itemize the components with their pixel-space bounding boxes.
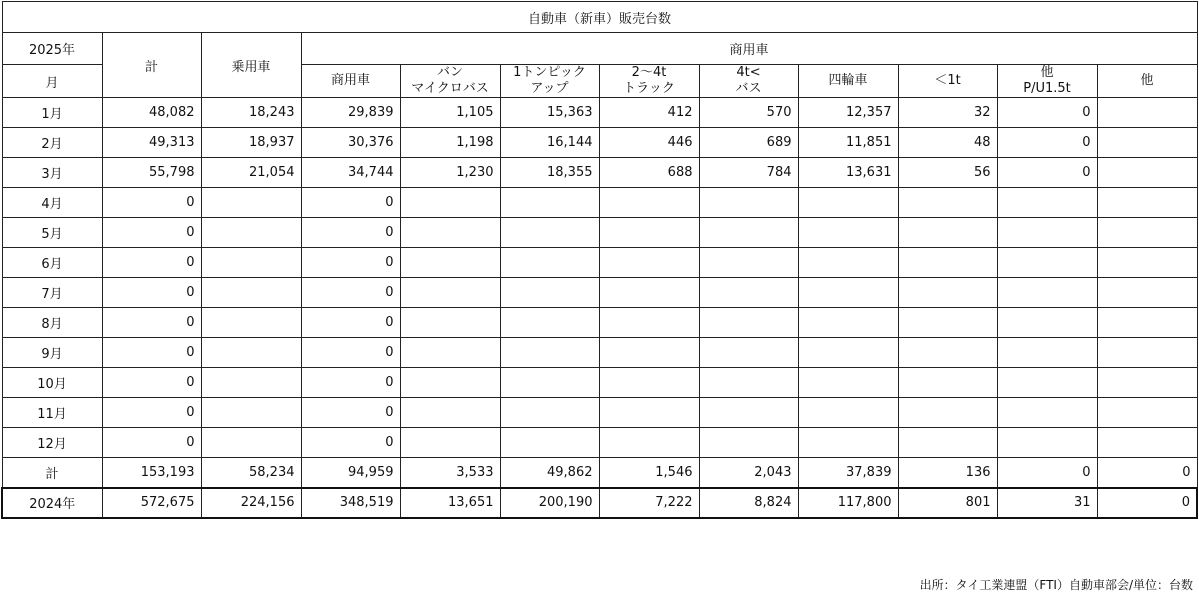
table-cell: 0 (301, 278, 400, 308)
table-cell: 117,800 (798, 488, 898, 518)
table-cell: 29,839 (301, 98, 400, 128)
table-cell: 18,937 (201, 128, 301, 158)
table-cell: 18,355 (500, 158, 599, 188)
table-cell (898, 218, 997, 248)
table-cell (400, 218, 500, 248)
table-cell (599, 188, 699, 218)
row-label: 7月 (2, 278, 102, 308)
table-cell: 0 (301, 398, 400, 428)
table-cell: 1,198 (400, 128, 500, 158)
table-cell: 16,144 (500, 128, 599, 158)
table-cell (400, 278, 500, 308)
table-cell (400, 308, 500, 338)
table-cell: 1,105 (400, 98, 500, 128)
table-cell (400, 368, 500, 398)
table-cell: 0 (102, 188, 201, 218)
table-cell (699, 338, 798, 368)
table-cell: 446 (599, 128, 699, 158)
table-cell: 688 (599, 158, 699, 188)
table-cell (1097, 158, 1197, 188)
row-label: 11月 (2, 398, 102, 428)
table-cell (898, 428, 997, 458)
table-row (2, 368, 1197, 398)
table-cell: 18,243 (201, 98, 301, 128)
table-cell: 572,675 (102, 488, 201, 518)
table-cell (699, 248, 798, 278)
table-cell (1097, 338, 1197, 368)
table-row (2, 218, 1197, 248)
table-cell: 0 (301, 218, 400, 248)
header-commercial: 商用車 (301, 65, 400, 98)
table-cell (898, 398, 997, 428)
table-cell (898, 368, 997, 398)
table-cell (599, 338, 699, 368)
source-note: 出所：タイ工業連盟（FTI）自動車部会/単位：台数 (919, 578, 1193, 592)
table-cell: 0 (102, 248, 201, 278)
header-commercial-group: 商用車 (301, 33, 1197, 65)
row-label: 10月 (2, 368, 102, 398)
table-cell (201, 308, 301, 338)
table-cell: 58,234 (201, 458, 301, 488)
table-cell: 7,222 (599, 488, 699, 518)
table-cell (699, 218, 798, 248)
table-cell: 801 (898, 488, 997, 518)
header-truck (599, 65, 699, 98)
header-other-pu-line1: 他 (1040, 65, 1054, 80)
table-cell (500, 188, 599, 218)
table-cell (898, 248, 997, 278)
table-cell (699, 368, 798, 398)
table-cell (699, 188, 798, 218)
total-row (2, 458, 1197, 488)
table-cell (1097, 398, 1197, 428)
table-cell: 34,744 (301, 158, 400, 188)
table-cell (798, 368, 898, 398)
table-cell (400, 398, 500, 428)
header-bus-line2: バス (735, 81, 762, 96)
table-cell: 348,519 (301, 488, 400, 518)
table-cell: 689 (699, 128, 798, 158)
table-cell (201, 278, 301, 308)
table-cell: 55,798 (102, 158, 201, 188)
table-cell: 48,082 (102, 98, 201, 128)
previous-year-row (2, 488, 1197, 518)
table-cell (1097, 248, 1197, 278)
table-cell (500, 278, 599, 308)
table-cell (1097, 308, 1197, 338)
table-cell (1097, 98, 1197, 128)
year-header: 2025年 (2, 33, 102, 65)
table-cell (898, 308, 997, 338)
table-cell (798, 248, 898, 278)
table-cell (997, 398, 1097, 428)
table-cell (699, 278, 798, 308)
table-cell (699, 398, 798, 428)
table-cell (898, 278, 997, 308)
table-cell (798, 308, 898, 338)
table-cell: 0 (997, 128, 1097, 158)
row-label: 9月 (2, 338, 102, 368)
row-label: 4月 (2, 188, 102, 218)
table-cell (599, 368, 699, 398)
table-cell (500, 428, 599, 458)
table-cell (1097, 368, 1197, 398)
table-row (2, 158, 1197, 188)
table-cell (798, 338, 898, 368)
table-cell (997, 278, 1097, 308)
row-label: 8月 (2, 308, 102, 338)
table-cell: 200,190 (500, 488, 599, 518)
table-cell (500, 368, 599, 398)
table-cell (1097, 218, 1197, 248)
table-cell (997, 308, 1097, 338)
header-pickup-line2: アップ (530, 81, 569, 96)
header-bus (699, 65, 798, 98)
table-cell: 49,862 (500, 458, 599, 488)
month-header: 月 (2, 65, 102, 98)
table-cell (599, 308, 699, 338)
table-cell: 0 (301, 248, 400, 278)
table-cell: 136 (898, 458, 997, 488)
row-label: 1月 (2, 98, 102, 128)
table-cell: 0 (102, 218, 201, 248)
table-cell: 13,631 (798, 158, 898, 188)
table-cell (997, 428, 1097, 458)
table-cell (1097, 128, 1197, 158)
table-cell (201, 248, 301, 278)
header-van-line2: マイクロバス (411, 81, 489, 96)
table-cell: 0 (997, 458, 1097, 488)
table-cell: 0 (102, 308, 201, 338)
table-cell (201, 188, 301, 218)
table-cell (500, 218, 599, 248)
table-cell (898, 338, 997, 368)
table-row (2, 398, 1197, 428)
table-cell (1097, 188, 1197, 218)
row-label: 12月 (2, 428, 102, 458)
table-cell: 0 (997, 158, 1097, 188)
table-cell (500, 398, 599, 428)
row-label: 5月 (2, 218, 102, 248)
table-cell: 13,651 (400, 488, 500, 518)
header-truck-line1: 2～4t (631, 65, 667, 80)
table-cell: 0 (301, 368, 400, 398)
table-cell (898, 188, 997, 218)
row-label: 計 (2, 458, 102, 488)
table-cell: 8,824 (699, 488, 798, 518)
table-cell (599, 278, 699, 308)
table-cell (400, 188, 500, 218)
table-cell (201, 428, 301, 458)
table-cell: 32 (898, 98, 997, 128)
header-van-line1: バン (436, 65, 463, 80)
table-cell (400, 338, 500, 368)
table-cell: 0 (1097, 458, 1197, 488)
table-cell: 0 (102, 428, 201, 458)
table-cell (798, 398, 898, 428)
table-cell (997, 248, 1097, 278)
table-cell (201, 218, 301, 248)
table-cell: 0 (1097, 488, 1197, 518)
table-cell (599, 218, 699, 248)
row-label: 2024年 (2, 488, 102, 518)
table-row (2, 248, 1197, 278)
table-cell (599, 248, 699, 278)
table-cell: 224,156 (201, 488, 301, 518)
table-cell: 0 (997, 98, 1097, 128)
table-cell (599, 428, 699, 458)
table-cell: 0 (301, 308, 400, 338)
header-pickup-line1: 1トンピック (513, 65, 586, 80)
table-cell: 21,054 (201, 158, 301, 188)
table-cell (997, 368, 1097, 398)
sales-table (1, 1, 1198, 519)
table-cell (1097, 428, 1197, 458)
table-cell: 2,043 (699, 458, 798, 488)
row-label: 2月 (2, 128, 102, 158)
header-bus-line1: 4t< (736, 65, 761, 80)
table-cell: 153,193 (102, 458, 201, 488)
table-cell (699, 428, 798, 458)
table-cell: 0 (301, 338, 400, 368)
header-pickup (500, 65, 599, 98)
table-cell: 30,376 (301, 128, 400, 158)
table-cell (997, 338, 1097, 368)
table-cell (400, 248, 500, 278)
table-cell: 48 (898, 128, 997, 158)
table-cell (798, 428, 898, 458)
header-passenger: 乗用車 (201, 33, 301, 98)
table-cell (400, 428, 500, 458)
table-cell (699, 308, 798, 338)
table-title: 自動車（新車）販売台数 (2, 2, 1197, 33)
table-cell (201, 338, 301, 368)
table-cell: 0 (102, 338, 201, 368)
table-cell: 412 (599, 98, 699, 128)
table-cell: 49,313 (102, 128, 201, 158)
header-other: 他 (1097, 65, 1197, 98)
table-cell (500, 248, 599, 278)
table-row (2, 98, 1197, 128)
table-cell: 56 (898, 158, 997, 188)
table-cell (500, 338, 599, 368)
table-cell: 31 (997, 488, 1097, 518)
table-cell (1097, 278, 1197, 308)
table-cell: 1,230 (400, 158, 500, 188)
table-row (2, 338, 1197, 368)
header-under1t: ＜1t (898, 65, 997, 98)
table-cell: 37,839 (798, 458, 898, 488)
table-cell: 3,533 (400, 458, 500, 488)
row-label: 3月 (2, 158, 102, 188)
table-cell: 94,959 (301, 458, 400, 488)
table-row (2, 308, 1197, 338)
table-cell (201, 368, 301, 398)
table-row (2, 428, 1197, 458)
header-total: 計 (102, 33, 201, 98)
table-cell: 1,546 (599, 458, 699, 488)
table-cell: 15,363 (500, 98, 599, 128)
table-cell: 784 (699, 158, 798, 188)
table-cell (500, 308, 599, 338)
table-row (2, 128, 1197, 158)
table-cell (798, 188, 898, 218)
header-other-pu (997, 65, 1097, 98)
header-van (400, 65, 500, 98)
table-row (2, 188, 1197, 218)
header-truck-line2: トラック (623, 81, 675, 96)
table-cell (599, 398, 699, 428)
table-cell: 570 (699, 98, 798, 128)
table-cell: 12,357 (798, 98, 898, 128)
table-cell: 0 (102, 278, 201, 308)
table-cell: 0 (102, 398, 201, 428)
table-row (2, 278, 1197, 308)
table-cell: 0 (301, 188, 400, 218)
table-cell (997, 188, 1097, 218)
table-cell (798, 278, 898, 308)
header-four-wheel: 四輪車 (798, 65, 898, 98)
table-cell (201, 398, 301, 428)
table-cell: 0 (102, 368, 201, 398)
table-cell: 0 (301, 428, 400, 458)
table-cell (997, 218, 1097, 248)
table-cell (798, 218, 898, 248)
table-cell: 11,851 (798, 128, 898, 158)
header-other-pu-line2: P/U1.5t (1023, 81, 1071, 96)
row-label: 6月 (2, 248, 102, 278)
